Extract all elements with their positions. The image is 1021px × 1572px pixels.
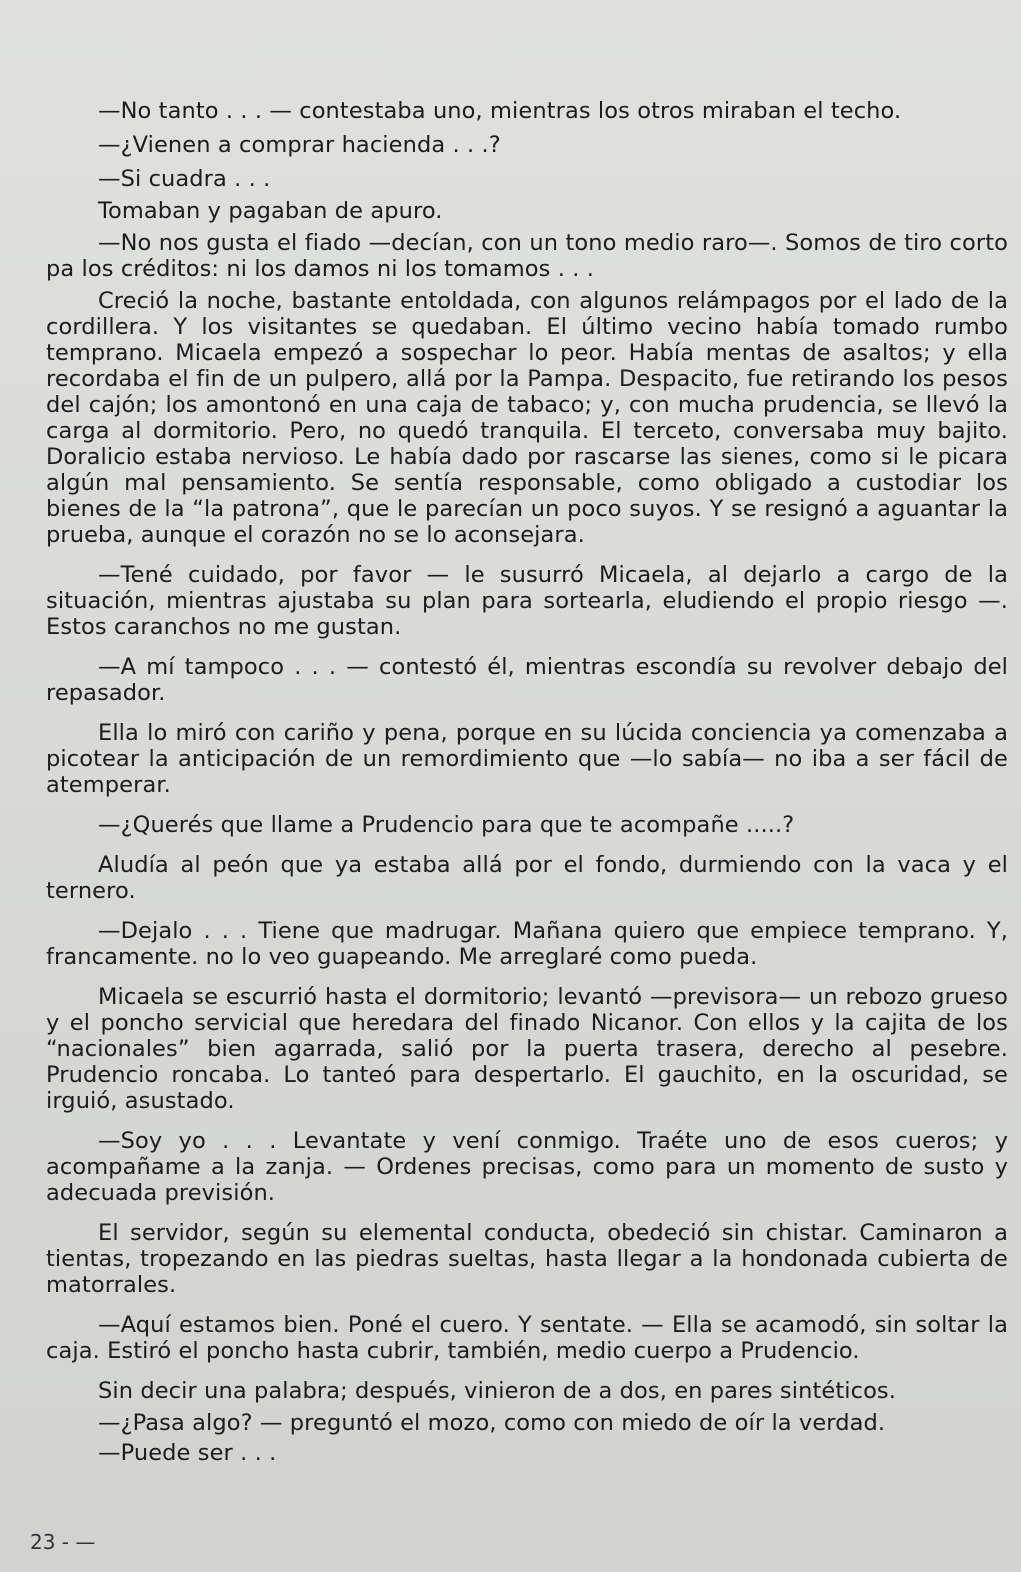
paragraph: Tomaban y pagaban de apuro.: [98, 198, 443, 224]
page-number: 23 - —: [30, 1530, 96, 1554]
paragraph: —Tené cuidado, por favor — le susurró Micaela, al dejarlo a cargo de la situación, mientras ajustaba su plan para sortearla, eludiendo el propio riesgo —. Estos caranchos no me gustan.: [46, 562, 1008, 640]
paragraph: —A mí tampoco . . . — contestó él, mientras escondía su revolver debajo del repasador.: [46, 654, 1008, 706]
paragraph: Sin decir una palabra; después, vinieron de a dos, en pares sintéticos.: [98, 1378, 897, 1404]
paragraph: —No nos gusta el fiado —decían, con un tono medio raro—. Somos de tiro corto pa los créditos: ni los damos ni los tomamos . . .: [46, 230, 1008, 282]
paragraph: —¿Querés que llame a Prudencio para que te acompañe .....?: [98, 812, 795, 838]
paragraph: —Si cuadra . . .: [98, 166, 271, 192]
paragraph: Ella lo miró con cariño y pena, porque en su lúcida conciencia ya comenzaba a picotear la anticipación de un remordimiento que —lo sabía— no iba a ser fácil de atemperar.: [46, 720, 1008, 798]
paragraph: —¿Vienen a comprar hacienda . . .?: [98, 132, 501, 158]
paragraph: Creció la noche, bastante entoldada, con algunos relámpagos por el lado de la cordillera. Y los visitantes se quedaban. El último vecino había tomado rumbo temprano. Micaela empezó a sospechar lo peor. Había mentas de asaltos; y ella recordaba el fin de un pulpero, allá por la Pampa. Despacito, fue retirando los pesos del cajón; los amontonó en una caja de tabaco; y, con mucha prudencia, se llevó la carga al dormitorio. Pero, no quedó tranquila. El terceto, conversaba muy bajito. Doralicio estaba nervioso. Le había dado por rascarse las sienes, como si le picara algún mal pensamiento. Se sentía responsable, como obligado a custodiar los bienes de la “la patrona”, que le parecían un poco suyos. Y se resignó a aguantar la prueba, aunque el corazón no se lo aconsejara.: [46, 288, 1008, 548]
paragraph: Micaela se escurrió hasta el dormitorio; levantó —previsora— un rebozo grueso y el poncho servicial que heredara del finado Nicanor. Con ellos y la cajita de los “nacionales” bien agarrada, salió por la puerta trasera, derecho al pesebre. Prudencio roncaba. Lo tanteó para despertarlo. El gauchito, en la oscuridad, se irguió, asustado.: [46, 984, 1008, 1114]
paragraph: —¿Pasa algo? — preguntó el mozo, como con miedo de oír la verdad.: [98, 1410, 886, 1436]
paragraph: El servidor, según su elemental conducta, obedeció sin chistar. Caminaron a tientas, tropezando en las piedras sueltas, hasta llegar a la hondonada cubierta de matorrales.: [46, 1220, 1008, 1298]
paragraph: Aludía al peón que ya estaba allá por el fondo, durmiendo con la vaca y el ternero.: [46, 852, 1008, 904]
page-body: [46, 90, 1008, 1530]
paragraph: —Puede ser . . .: [98, 1440, 277, 1466]
paragraph: —No tanto . . . — contestaba uno, mientras los otros miraban el techo.: [98, 98, 902, 124]
paragraph: —Aquí estamos bien. Poné el cuero. Y sentate. — Ella se acamodó, sin soltar la caja. Estiró el poncho hasta cubrir, también, medio cuerpo a Prudencio.: [46, 1312, 1008, 1364]
paragraph: —Dejalo . . . Tiene que madrugar. Mañana quiero que empiece temprano. Y, francamente. no lo veo guapeando. Me arreglaré como pueda.: [46, 918, 1008, 970]
paragraph: —Soy yo . . . Levantate y vení conmigo. Traéte uno de esos cueros; y acompañame a la zanja. — Ordenes precisas, como para un momento de susto y adecuada previsión.: [46, 1128, 1008, 1206]
